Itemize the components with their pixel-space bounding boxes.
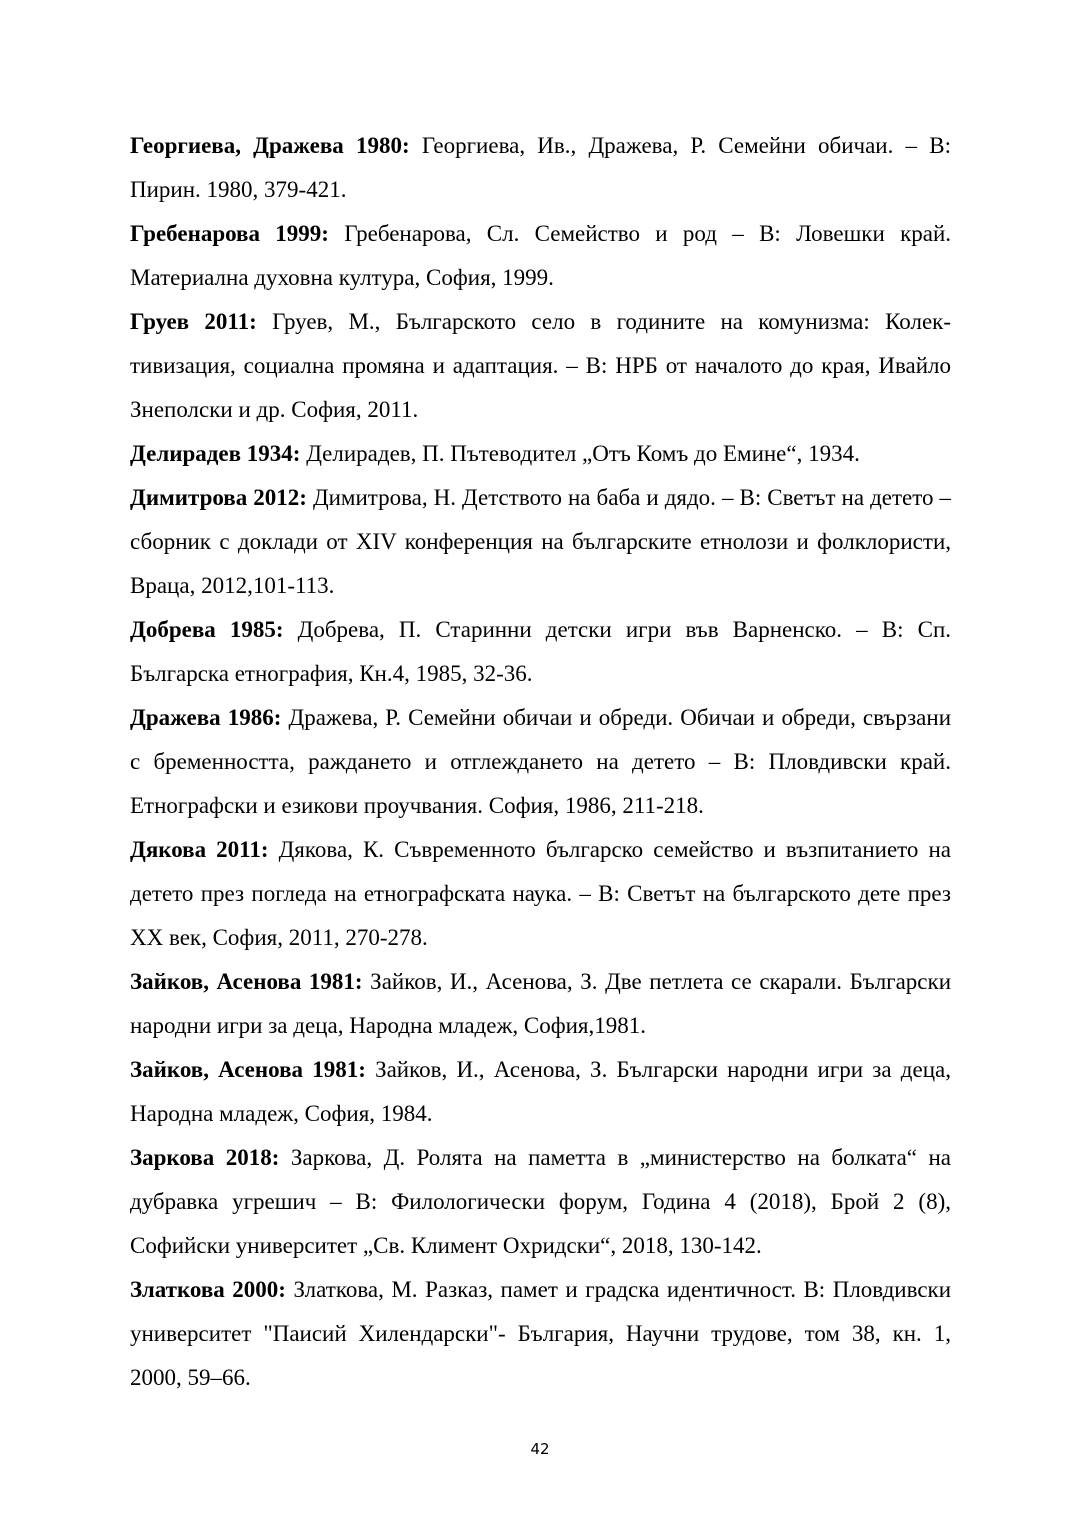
bibliography-entry — [130, 608, 951, 696]
entry-text: Дякова, К. Съвременното българско семейство и възпитанието на детето през погледа на етнографската наука. – В: Светът на българското дете през XX век, София, 2011, 270-278. — [130, 837, 952, 950]
bibliography-entry — [130, 124, 951, 212]
bibliography-entry — [130, 960, 951, 1048]
entry-text: Зайков, И., Асенова, З. Две петлета се скарали. Български народни игри за деца, Народна младеж, София,1981. — [130, 969, 952, 1038]
bibliography-list — [130, 124, 951, 1400]
entry-key: Димитрова 2012: — [130, 485, 307, 510]
entry-text: Заркова, Д. Ролята на паметта в „министерство на болката“ на дубравка угрешич – В: Филологически форум, Година 4 (2018), Брой 2 (8), Софийски университет „Св. Климент Охридски“, 2018, 130-142. — [130, 1145, 952, 1258]
entry-text: Дражева, Р. Семейни обичаи и обреди. Обичаи и обреди, свързани с бременността, раждането и отглеждането на детето – В: Пловдивски край. Етнографски и езикови проучвания. София, 1986, 211-218. — [130, 705, 952, 818]
entry-text: Груев, М., Българското село в годините на комунизма: Колек-тивизация, социална промяна и адаптация. – В: НРБ от началото до края, Ивайло Знеполски и др. София, 2011. — [130, 309, 951, 422]
bibliography-entry — [130, 476, 951, 608]
bibliography-entry — [130, 1268, 951, 1400]
entry-key: Груев 2011: — [130, 309, 257, 334]
bibliography-entry — [130, 696, 951, 828]
bibliography-entry — [130, 828, 951, 960]
entry-key: Дражева 1986: — [130, 705, 282, 730]
entry-key: Делирадев 1934: — [130, 441, 301, 466]
entry-text: Гребенарова, Сл. Семейство и род – В: Ловешки край. Материална духовна култура, София, 1999. — [130, 221, 952, 290]
entry-text: Добрева, П. Старинни детски игри във Варненско. – В: Сп. Българска етнография, Кн.4, 1985, 32-36. — [130, 617, 951, 686]
page-number: 42 — [530, 1440, 550, 1458]
entry-key: Златкова 2000: — [130, 1277, 286, 1302]
entry-key: Зайков, Асенова 1981: — [130, 969, 363, 994]
bibliography-entry — [130, 300, 951, 432]
entry-text: Делирадев, П. Пътеводител „Отъ Комъ до Емине“, 1934. — [306, 441, 860, 466]
bibliography-entry — [130, 432, 951, 476]
entry-text: Георгиева, Ив., Дражева, Р. Семейни обичаи. – В: Пирин. 1980, 379-421. — [130, 133, 951, 202]
bibliography-entry — [130, 212, 951, 300]
entry-key: Заркова 2018: — [130, 1145, 280, 1170]
entry-key: Дякова 2011: — [130, 837, 269, 862]
bibliography-entry — [130, 1048, 951, 1136]
entry-text: Златкова, М. Разказ, памет и градска идентичност. В: Пловдивски университет "Паисий Хилендарски"- България, Научни трудове, том 38, кн. 1, 2000, 59–66. — [130, 1277, 952, 1390]
entry-text: Зайков, И., Асенова, З. Български народни игри за деца, Народна младеж, София, 1984. — [130, 1057, 951, 1126]
entry-key: Георгиева, Дражева 1980: — [130, 133, 410, 158]
entry-text: Димитрова, Н. Детството на баба и дядо. – В: Светът на детето – сборник с доклади от XIV конференция на българските етнолози и фолклористи, Враца, 2012,101-113. — [130, 485, 952, 598]
entry-key: Добрева 1985: — [130, 617, 284, 642]
entry-key: Гребенарова 1999: — [130, 221, 329, 246]
entry-key: Зайков, Асенова 1981: — [130, 1057, 366, 1082]
bibliography-entry — [130, 1136, 951, 1268]
